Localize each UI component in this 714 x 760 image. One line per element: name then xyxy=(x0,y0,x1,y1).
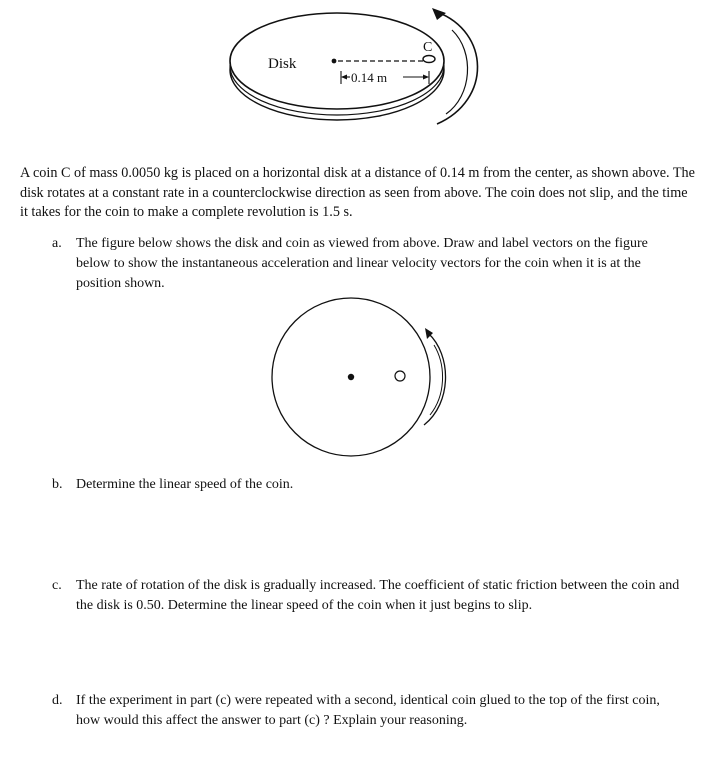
rotation-arrowhead xyxy=(432,8,446,20)
rotation-arc-top-view-inner xyxy=(430,345,443,415)
disk-perspective-figure xyxy=(0,0,714,140)
part-d-marker: d. xyxy=(52,693,63,708)
disk-top-view-figure xyxy=(0,295,714,470)
distance-label: 0.14 m xyxy=(351,70,388,85)
coin xyxy=(423,56,435,63)
intro-paragraph: A coin C of mass 0.0050 kg is placed on a horizontal disk at a distance of 0.14 m from the center, as shown above. The disk rotates at a constant rate in a counterclockwise direction as seen from above. The coin does not slip, and the time it takes for the coin to make a complete revolution is 1.5 s. xyxy=(20,165,695,220)
part-c-marker: c. xyxy=(52,578,62,593)
disk-top-view-center xyxy=(348,374,354,380)
part-c-text: The rate of rotation of the disk is gradually increased. The coefficient of static friction between the coin and the disk is 0.50. Determine the linear speed of the coin when it just begins to slip. xyxy=(76,578,680,613)
part-a-marker: a. xyxy=(52,236,62,251)
disk-label: Disk xyxy=(268,56,297,72)
coin-label: C xyxy=(423,40,433,55)
part-b-text: Determine the linear speed of the coin. xyxy=(76,477,294,492)
disk-center-dot xyxy=(332,59,337,64)
part-d-text: If the experiment in part (c) were repeated with a second, identical coin glued to the top of the first coin, how would this affect the answer to part (c) ? Explain your reasoning. xyxy=(76,693,660,728)
rotation-arc-inner xyxy=(446,30,468,114)
part-a-text: The figure below shows the disk and coin as viewed from above. Draw and label vectors on the figure below to show the instantaneous acceleration and linear velocity vectors for the coin when it is at the position shown. xyxy=(76,236,648,291)
part-b-marker: b. xyxy=(52,477,63,492)
coin-top-view xyxy=(395,371,405,381)
